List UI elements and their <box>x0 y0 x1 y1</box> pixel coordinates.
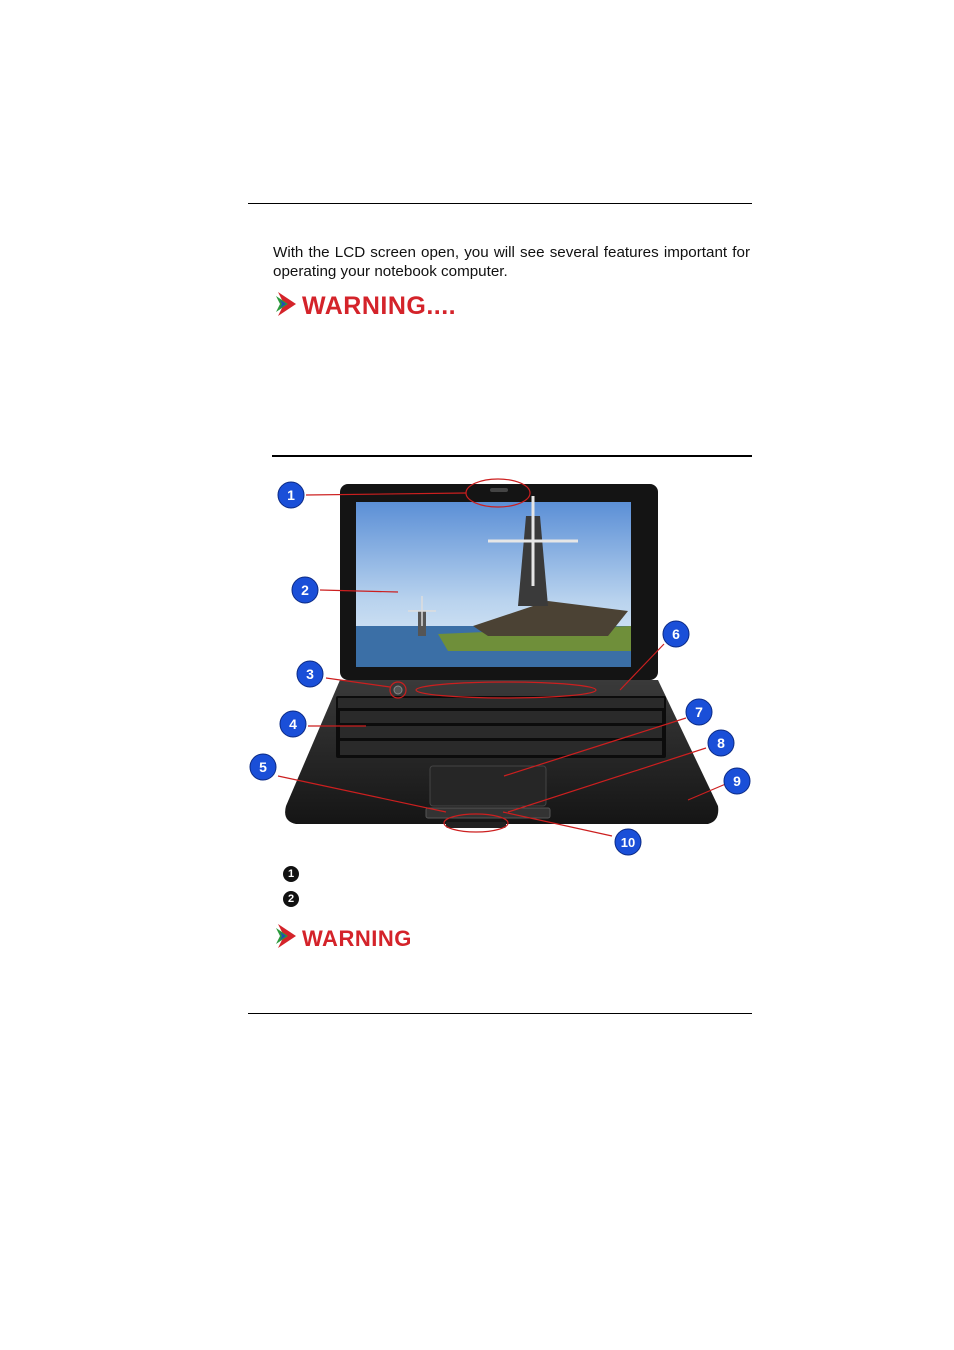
warning-banner-top <box>276 290 456 323</box>
callout-6 <box>663 621 689 647</box>
power-button <box>394 686 402 694</box>
callout-4 <box>280 711 306 737</box>
callout-8 <box>708 730 734 756</box>
legend-marker-1: 1 <box>283 866 299 882</box>
svg-text:7: 7 <box>695 704 703 720</box>
callout-1 <box>278 482 304 508</box>
bottom-rule <box>248 1013 752 1014</box>
warning-arrows-icon <box>276 922 298 955</box>
svg-text:10: 10 <box>620 835 636 850</box>
svg-text:2: 2 <box>301 582 309 598</box>
svg-text:4: 4 <box>289 716 297 732</box>
lcd-screen <box>356 496 631 667</box>
touchpad-buttons <box>426 808 550 818</box>
webcam <box>490 488 508 492</box>
callout-3 <box>297 661 323 687</box>
warning-banner-bottom <box>276 922 412 955</box>
svg-text:1: 1 <box>287 487 295 503</box>
warning-label: WARNING.... <box>302 292 457 320</box>
svg-text:8: 8 <box>717 735 725 751</box>
keyboard <box>336 696 666 758</box>
laptop-diagram <box>248 476 752 856</box>
warning-arrows-icon <box>276 290 298 323</box>
touchpad <box>430 766 546 806</box>
callout-2 <box>292 577 318 603</box>
section-rule <box>272 455 752 457</box>
intro-paragraph: With the LCD screen open, you will see several features important for operating your notebook computer. <box>273 244 750 280</box>
callout-7 <box>686 699 712 725</box>
warning-label: WARNING <box>302 925 412 951</box>
svg-text:3: 3 <box>306 666 314 682</box>
legend-marker-2: 2 <box>283 891 299 907</box>
status-leds <box>446 822 506 828</box>
callout-10 <box>615 829 641 855</box>
callout-5 <box>250 754 276 780</box>
svg-text:6: 6 <box>672 626 680 642</box>
svg-text:5: 5 <box>259 759 267 775</box>
top-rule <box>248 203 752 204</box>
callout-9 <box>724 768 750 794</box>
svg-text:9: 9 <box>733 773 741 789</box>
